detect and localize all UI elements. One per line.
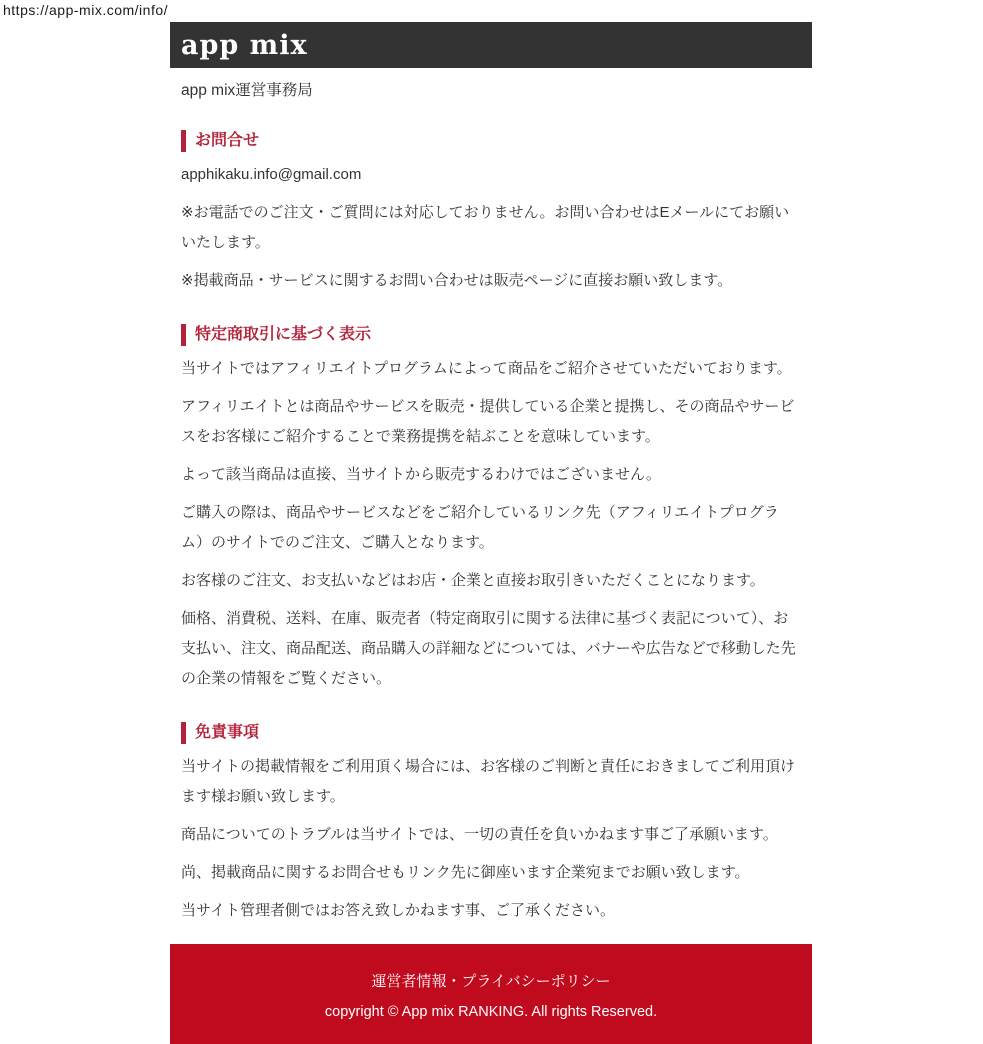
contact-note-products: ※掲載商品・サービスに関するお問い合わせは販売ページに直接お願い致します。 [181,272,733,289]
commercial-law-paragraph: よって該当商品は直接、当サイトから販売するわけではございません。 [181,466,661,483]
footer-privacy-policy-link[interactable]: 運営者情報・プライバシーポリシー [371,973,611,990]
disclaimer-paragraph: 当サイト管理者側ではお答え致しかねます事、ご了承ください。 [181,902,615,919]
page-url: https://app-mix.com/info/ [3,2,169,18]
commercial-law-paragraph: アフィリエイトとは商品やサービスを販売・提供している企業と提携し、その商品やサービスをお客様にご紹介することで業務提携を結ぶことを意味しています。 [181,398,795,445]
contact-heading: お問合せ [181,130,801,152]
disclaimer-paragraph: 当サイトの掲載情報をご利用頂く場合には、お客様のご判断と責任におきましてご利用頂けます様お願い致します。 [181,758,795,805]
commercial-law-paragraph: お客様のご注文、お支払いなどはお店・企業と直接お取引きいただくことになります。 [181,572,765,589]
disclaimer-paragraph: 商品についてのトラブルは当サイトでは、一切の責任を負いかねます事ご了承願います。 [181,826,778,843]
main-content [170,76,812,926]
commercial-law-paragraph: ご購入の際は、商品やサービスなどをご紹介しているリンク先（アフィリエイトプログラム）のサイトでのご注文、ご購入となります。 [181,504,779,551]
site-header [170,22,812,68]
site-title[interactable]: app mix [181,29,308,61]
operator-name: app mix運営事務局 [181,82,313,99]
contact-note-phone: ※お電話でのご注文・ご質問には対応しておりません。お問い合わせはEメールにてお願いいたします。 [181,204,790,251]
copyright-text: copyright © App mix RANKING. All rights Reserved. [324,1004,658,1020]
section-commercial-law [181,324,801,694]
commercial-law-paragraph: 当サイトではアフィリエイトプログラムによって商品をご紹介させていただいております。 [181,360,792,377]
contact-email: apphikaku.info@gmail.com [181,166,362,183]
disclaimer-paragraph: 尚、掲載商品に関するお問合せもリンク先に御座います企業宛までお願い致します。 [181,864,750,881]
site-footer [170,944,812,1044]
commercial-law-heading: 特定商取引に基づく表示 [181,324,801,346]
commercial-law-paragraph: 価格、消費税、送料、在庫、販売者（特定商取引に関する法律に基づく表記について）、お支払い、注文、商品配送、商品購入の詳細などについては、バナーや広告などで移動した先の企業の情報をご覧ください。 [181,610,796,687]
section-disclaimer [181,722,801,926]
section-contact [181,130,801,296]
disclaimer-heading: 免責事項 [181,722,801,744]
page-container [170,22,812,1044]
